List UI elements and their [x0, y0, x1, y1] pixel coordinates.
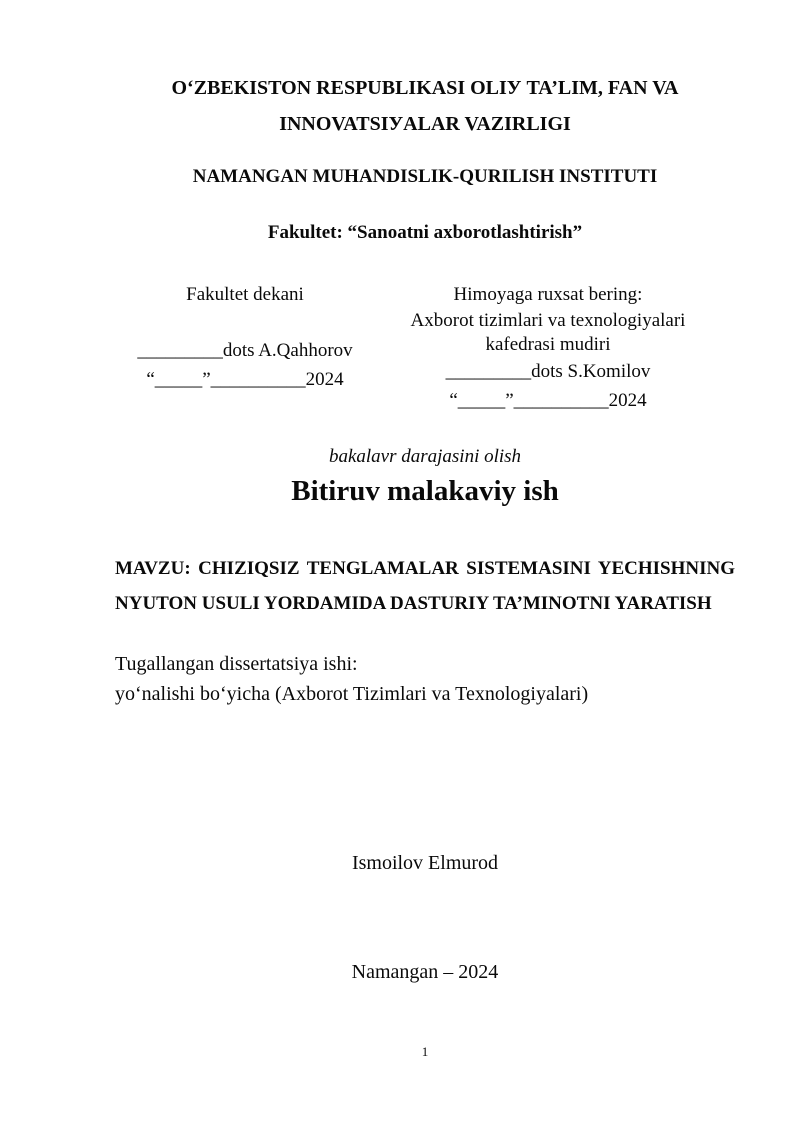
department-approval-column	[409, 280, 687, 415]
topic-line-1: MAVZU: CHIZIQSIZ TENGLAMALAR SISTEMASINI YECHISHNING	[115, 558, 735, 579]
faculty-line: Fakultet: “Sanoatni axborotlashtirish”	[267, 222, 583, 243]
ministry-line-2: INNOVATSIУALAR VAZIRLIGI	[279, 113, 571, 135]
work-type-title: Bitiruv malakaviy ish	[291, 475, 559, 507]
dean-title: Fakultet dekani	[186, 284, 304, 305]
page-number: 1	[421, 1044, 429, 1059]
completed-line-1: Tugallangan dissertatsiya ishi:	[115, 653, 358, 675]
department-date-line: “_____”__________2024	[449, 390, 647, 411]
topic-line-2: NYUTON USULI YORDAMIDA DASTURIY TA’MINOTNI YARATISH	[115, 593, 712, 614]
completed-line-2: yo‘nalishi bo‘yicha (Axborot Tizimlari va Texnologiyalari)	[115, 683, 589, 705]
ministry-line-1: O‘ZBEKISTON RESPUBLIKASI OLIУ TA’LIM, FAN VA	[171, 77, 679, 99]
dean-signature-line: _________dots A.Qahhorov	[137, 340, 353, 361]
page-content	[115, 0, 735, 984]
degree-line: bakalavr darajasini olish	[328, 446, 522, 467]
defense-permission-title: Himoyaga ruxsat bering:	[453, 284, 643, 305]
approval-block	[115, 280, 735, 415]
dean-spacer	[115, 309, 375, 336]
city-year-line: Namangan – 2024	[351, 961, 499, 983]
department-signature-line: _________dots S.Komilov	[445, 361, 651, 382]
dean-date-line: “_____”__________2024	[146, 369, 344, 390]
dean-approval-column	[115, 280, 375, 415]
author-name: Ismoilov Elmurod	[351, 852, 499, 874]
completed-work-block	[115, 649, 735, 709]
ministry-title	[115, 0, 735, 142]
department-head-title: Axborot tizimlari va texnologiyalari kafedrasi mudiri	[410, 310, 686, 355]
institute-name: NAMANGAN MUHANDISLIK-QURILISH INSTITUTI	[192, 166, 658, 187]
topic-paragraph	[115, 551, 735, 621]
